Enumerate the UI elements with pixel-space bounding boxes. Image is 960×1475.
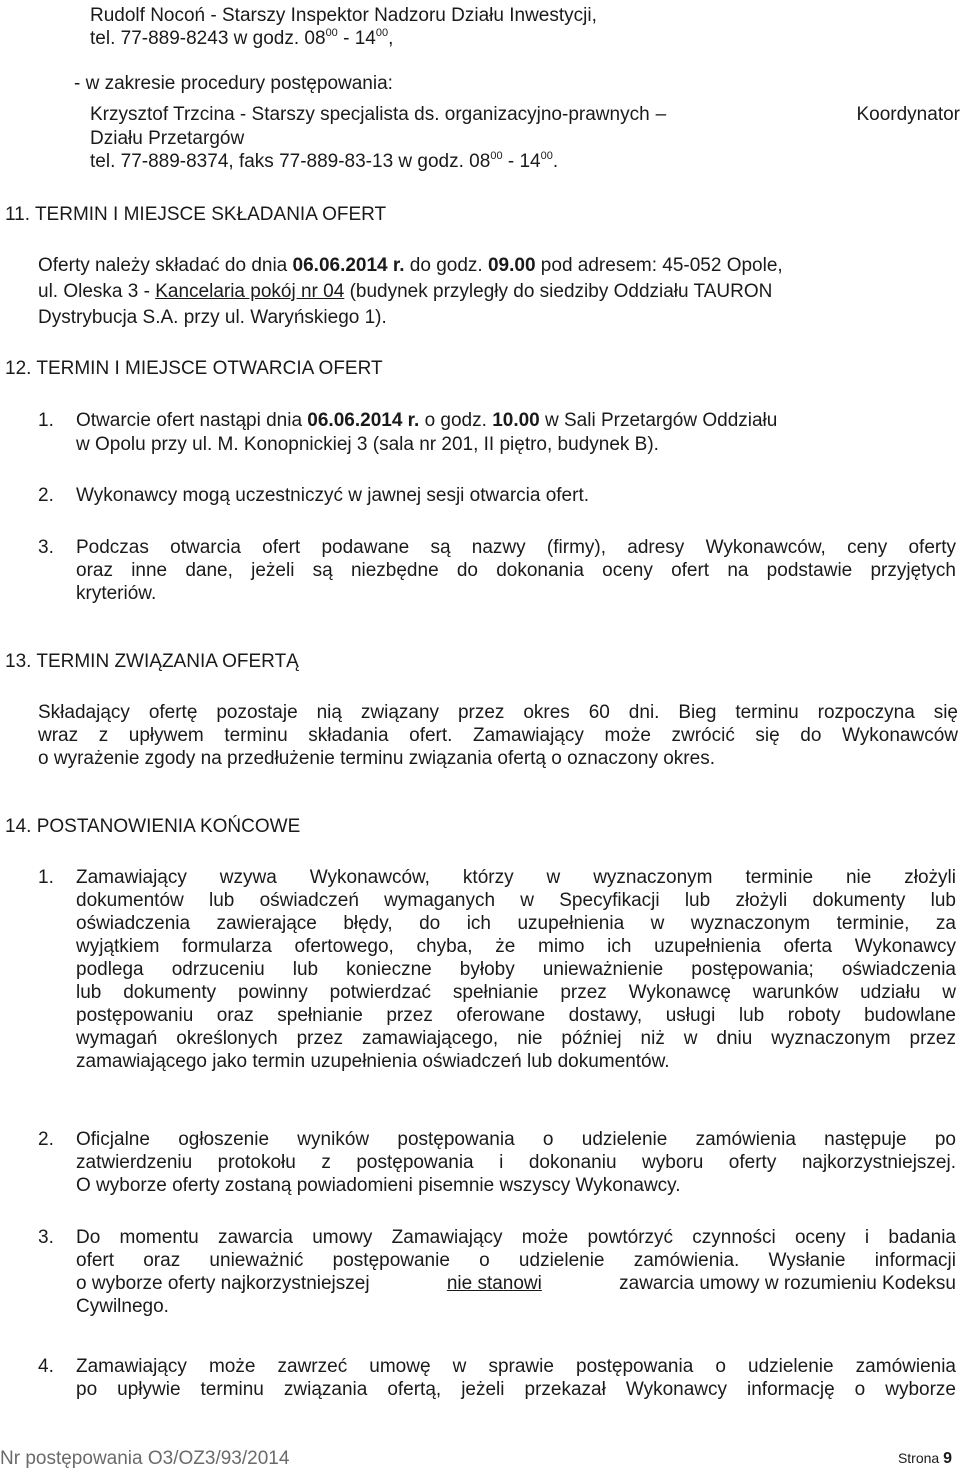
section-12-item-1-number: 1. — [38, 410, 54, 431]
inspector-name-line: Rudolf Nocoń - Starszy Inspektor Nadzoru Działu Inwestycji, — [90, 5, 597, 26]
paragraph-line: wyjątkiem formularza ofertowego, chyba, że mimo ich uzupełnienia oferta Wykonawcy — [76, 936, 956, 957]
section-13-line-3: o wyrażenie zgody na przedłużenie terminu związania ofertą o oznaczony okres. — [38, 748, 715, 769]
procedure-contact-line: Krzysztof Trzcina - Starszy specjalista ds. organizacyjno-prawnych – Koordynator — [90, 104, 960, 125]
section-14-item-1-number: 1. — [38, 867, 54, 888]
paragraph-line: oświadczenia zawierające błędy, do ich uzupełnienia w wyznaczonym terminie, za — [76, 913, 956, 934]
section-12-item-3-line-1: Podczas otwarcia ofert podawane są nazwy (firmy), adresy Wykonawców, ceny oferty — [76, 537, 956, 558]
paragraph-line: Zamawiający może zawrzeć umowę w sprawie postępowania o udzielenie zamówienia — [76, 1356, 956, 1377]
section-14-item-2-paragraph — [76, 1128, 956, 1197]
section-14-item-2-number: 2. — [38, 1129, 54, 1150]
paragraph-line: ofert oraz unieważnić postępowanie o udzielenie zamówienia. Wysłanie informacji — [76, 1250, 956, 1271]
footer-proceeding-number: Nr postępowania O3/OZ3/93/2014 — [0, 1448, 290, 1469]
paragraph-line: dokumentów lub oświadczeń wymaganych w Specyfikacji lub złożyli dokumenty lub — [76, 890, 956, 911]
section-11-line-2: ul. Oleska 3 - Kancelaria pokój nr 04 (budynek przyległy do siedziby Oddziału TAURON — [38, 281, 773, 302]
paragraph-line: Do momentu zawarcia umowy Zamawiający może powtórzyć czynności oceny i badania — [76, 1227, 956, 1248]
section-12-item-1-line-2: w Opolu przy ul. M. Konopnickiej 3 (sala nr 201, II piętro, budynek B). — [76, 434, 659, 455]
paragraph-line: o wyborze oferty najkorzystniejszej nie stanowi zawarcia umowy w rozumieniu Kodeksu — [76, 1273, 956, 1294]
section-14-item-4-paragraph — [76, 1355, 956, 1401]
paragraph-line: O wyborze oferty zostaną powiadomieni pisemnie wszyscy Wykonawcy. — [76, 1175, 681, 1196]
inspector-phone-line: tel. 77-889-8243 w godz. $08^{00} - 14^{00}$, — [90, 27, 394, 49]
section-14-item-1-paragraph — [76, 866, 956, 1073]
section-12-item-2-number: 2. — [38, 485, 54, 506]
section-14-item-3-number: 3. — [38, 1227, 54, 1248]
procedure-contact-department: Działu Przetargów — [90, 128, 245, 149]
section-14-heading: 14. POSTANOWIENIA KOŃCOWE — [5, 816, 301, 837]
paragraph-line: Oficjalne ogłoszenie wyników postępowania o udzielenie zamówienia następuje po — [76, 1129, 956, 1150]
section-14-item-4-number: 4. — [38, 1356, 54, 1377]
paragraph-line: lub dokumenty powinny potwierdzać spełnianie przez Wykonawcę warunków udziału w — [76, 982, 956, 1003]
section-12-item-2-text: Wykonawcy mogą uczestniczyć w jawnej sesji otwarcia ofert. — [76, 485, 590, 506]
paragraph-line: Cywilnego. — [76, 1296, 169, 1317]
paragraph-line: po upływie terminu związania ofertą, jeżeli przekazał Wykonawcy informację o wyborze — [76, 1379, 956, 1400]
paragraph-line: podlega odrzuceniu lub konieczne byłoby unieważnienie postępowania; oświadczenia — [76, 959, 956, 980]
section-13-heading: 13. TERMIN ZWIĄZANIA OFERTĄ — [5, 651, 299, 672]
section-12-item-1-line-1: Otwarcie ofert nastąpi dnia 06.06.2014 r. o godz. 10.00 w Sali Przetargów Oddziału — [76, 410, 778, 431]
section-13-line-1: Składający ofertę pozostaje nią związany przez okres 60 dni. Bieg terminu rozpoczyna się — [38, 702, 958, 723]
section-13-paragraph — [38, 701, 958, 770]
procedure-contact-intro: - w zakresie procedury postępowania: — [74, 73, 393, 94]
section-11-line-3: Dystrybucja S.A. przy ul. Waryńskiego 1). — [38, 307, 387, 328]
paragraph-line: Zamawiający wzywa Wykonawców, którzy w wyznaczonym terminie nie złożyli — [76, 867, 956, 888]
section-12-item-3-paragraph — [76, 536, 956, 605]
section-11-heading: 11. TERMIN I MIEJSCE SKŁADANIA OFERT — [5, 204, 387, 225]
paragraph-line: postępowaniu oraz spełnianie przez oferowane dostawy, usługi lub roboty budowlane — [76, 1005, 956, 1026]
paragraph-line: wymagań określonych przez zamawiającego, nie później niż w dniu wyznaczonym przez — [76, 1028, 956, 1049]
section-12-item-3-number: 3. — [38, 537, 54, 558]
section-12-item-3-line-3: kryteriów. — [76, 583, 157, 604]
section-13-line-2: wraz z upływem terminu składania ofert. Zamawiający może zwrócić się do Wykonawców — [38, 725, 958, 746]
footer-page-number: Strona 9 — [897, 1450, 952, 1467]
paragraph-line: zatwierdzeniu protokołu z postępowania i dokonaniu wyboru oferty najkorzystniejszej. — [76, 1152, 956, 1173]
section-11-line-1: Oferty należy składać do dnia 06.06.2014 r. do godz. 09.00 pod adresem: 45-052 Opole, — [38, 255, 783, 276]
procedure-contact-phone: tel. 77-889-8374, faks 77-889-83-13 w godz. $08^{00} - 14^{00}$. — [90, 150, 559, 172]
section-12-item-3-line-2: oraz inne dane, jeżeli są niezbędne do dokonania oceny ofert na podstawie przyjętych — [76, 560, 956, 581]
paragraph-line: zamawiającego jako termin uzupełnienia oświadczeń lub dokumentów. — [76, 1051, 670, 1072]
section-14-item-3-paragraph — [76, 1226, 956, 1318]
section-12-heading: 12. TERMIN I MIEJSCE OTWARCIA OFERT — [5, 358, 383, 379]
